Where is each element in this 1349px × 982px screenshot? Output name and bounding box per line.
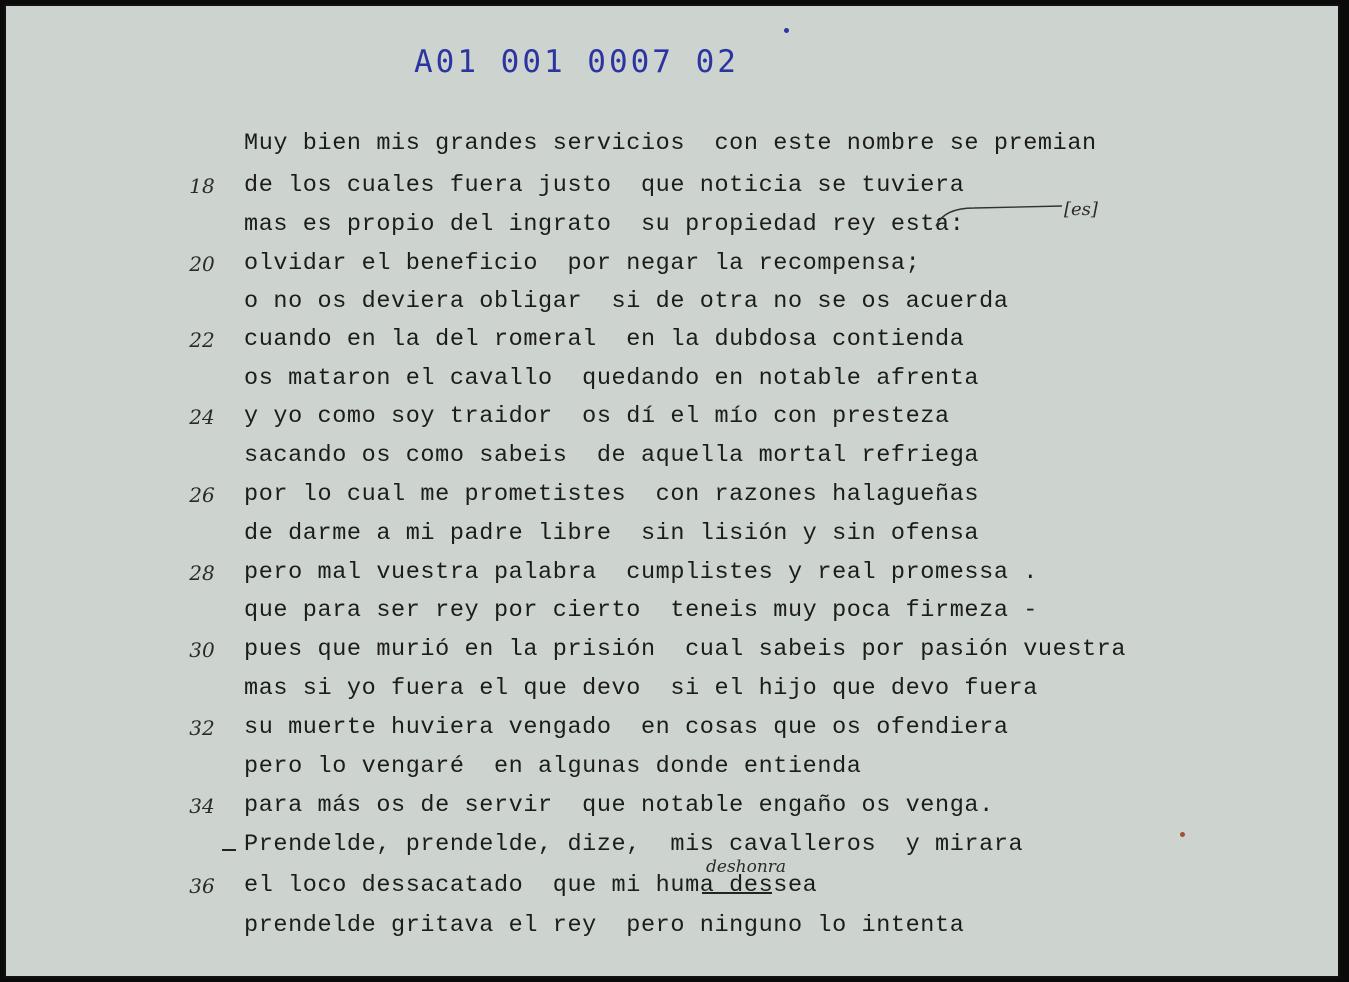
line-text: de los cuales fuera justo que noticia se tuviera (244, 172, 965, 199)
verse-line (6, 250, 1338, 288)
line-text: el loco dessacatado que mi huma dessea (244, 872, 818, 899)
line-text: olvidar el beneficio por negar la recompensa; (244, 250, 921, 277)
line-text: cuando en la del romeral en la dubdosa contienda (244, 326, 965, 353)
line-text: mas es propio del ingrato su propiedad rey esta: (244, 211, 965, 238)
line-text: os mataron el cavallo quedando en notable afrenta (244, 365, 980, 392)
line-text: pues que murió en la prisión cual sabeis por pasión vuestra (244, 636, 1127, 663)
handwritten-note-es: [es] (1064, 199, 1098, 220)
line-text: Muy bien mis grandes servicios con este nombre se premian (244, 130, 1097, 157)
verse-line (6, 831, 1338, 869)
verse-line (6, 597, 1338, 635)
verse-line (6, 520, 1338, 558)
ink-spot (1180, 832, 1185, 837)
line-text: pero lo vengaré en algunas donde entienda (244, 753, 862, 780)
line-number: 36 (189, 874, 215, 898)
verse-line (6, 365, 1338, 403)
line-text: pero mal vuestra palabra cumplistes y real promessa . (244, 559, 1038, 586)
handwritten-note-deshonra: deshonra (706, 857, 787, 877)
line-text: mas si yo fuera el que devo si el hijo que devo fuera (244, 675, 1038, 702)
line-text: de darme a mi padre libre sin lisión y sin ofensa (244, 520, 980, 547)
line-number: 34 (189, 794, 215, 818)
line-text: Prendelde, prendelde, dize, mis cavalleros y mirara (244, 831, 1024, 858)
line-number: 20 (189, 252, 215, 276)
verse-line (6, 714, 1338, 752)
line-number: 26 (189, 483, 215, 507)
verse-line (6, 912, 1338, 950)
strikethrough-stroke (702, 890, 774, 896)
verse-line (6, 636, 1338, 674)
verse-line (6, 403, 1338, 441)
verse-line (6, 753, 1338, 791)
line-text: para más os de servir que notable engaño os venga. (244, 792, 994, 819)
line-text: su muerte huviera vengado en cosas que os ofendiera (244, 714, 1009, 741)
verse-line (6, 872, 1338, 910)
line-text: por lo cual me prometistes con razones halagueñas (244, 481, 980, 508)
verse-lines (6, 6, 1338, 976)
line-number: 24 (189, 405, 215, 429)
handwritten-insertion-stroke (934, 202, 1066, 228)
verse-line (6, 675, 1338, 713)
verse-line (6, 442, 1338, 480)
line-number: 28 (189, 561, 215, 585)
typed-manuscript-page (4, 4, 1340, 978)
verse-line (6, 559, 1338, 597)
margin-dash-mark (222, 849, 236, 851)
verse-line (6, 130, 1338, 168)
line-text: y yo como soy traidor os dí el mío con presteza (244, 403, 950, 430)
line-text: prendelde gritava el rey pero ninguno lo intenta (244, 912, 965, 939)
verse-line (6, 288, 1338, 326)
archive-stamp: A01 001 0007 02 (414, 44, 739, 80)
verse-line (6, 211, 1338, 249)
verse-line (6, 326, 1338, 364)
line-number: 22 (189, 328, 215, 352)
line-number: 18 (189, 174, 215, 198)
verse-line (6, 172, 1338, 210)
line-number: 32 (189, 716, 215, 740)
line-text: sacando os como sabeis de aquella mortal refriega (244, 442, 980, 469)
line-text: o no os deviera obligar si de otra no se os acuerda (244, 288, 1009, 315)
verse-line (6, 792, 1338, 830)
verse-line (6, 481, 1338, 519)
line-text: que para ser rey por cierto teneis muy poca firmeza - (244, 597, 1038, 624)
line-number: 30 (189, 638, 215, 662)
